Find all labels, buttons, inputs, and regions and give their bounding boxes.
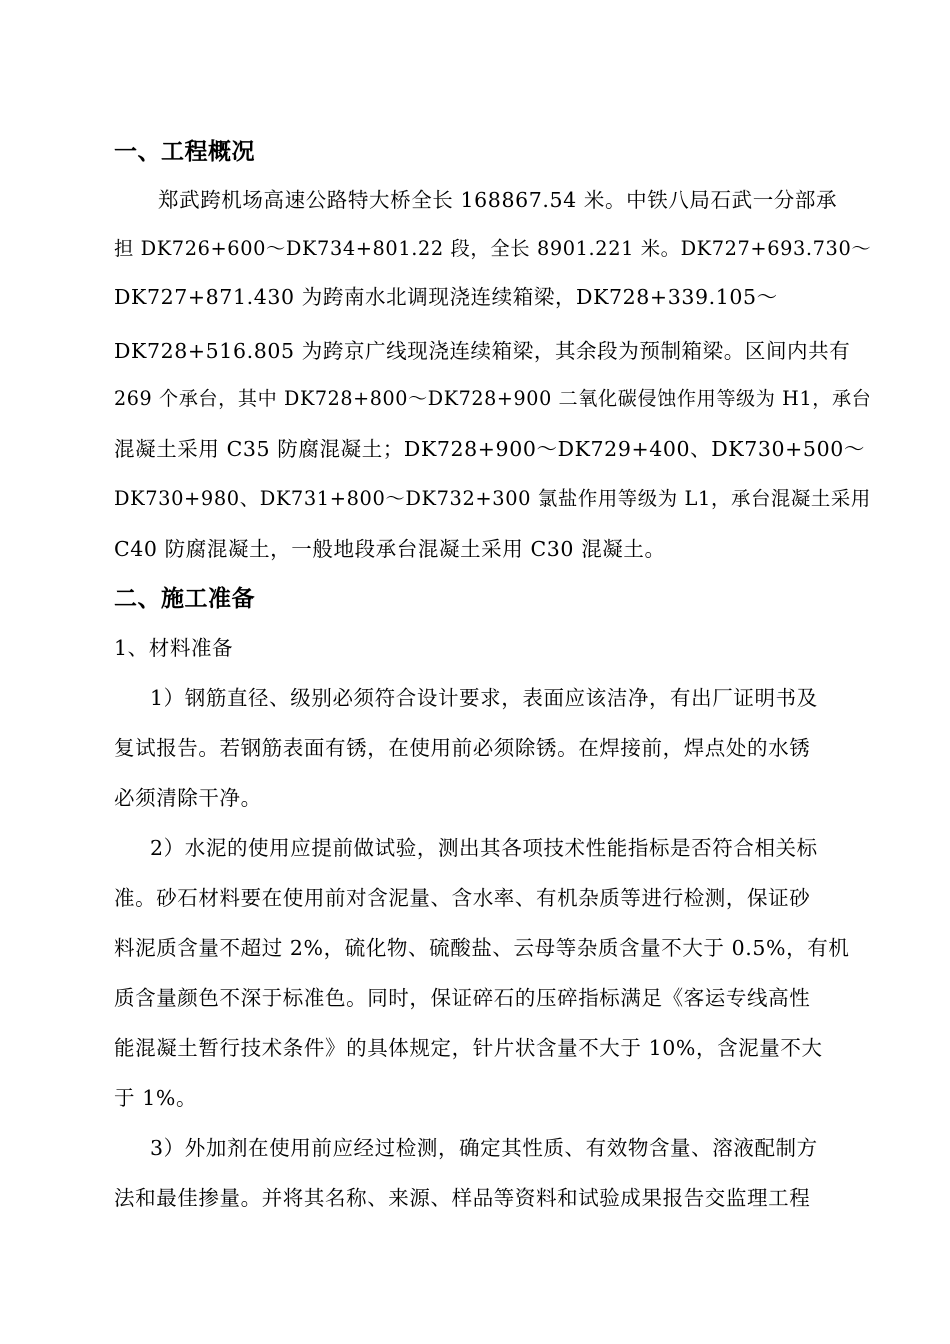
paragraph-line: 法和最佳掺量。并将其名称、来源、样品等资料和试验成果报告交监理工程 [114, 1186, 811, 1210]
paragraph-line: 2）水泥的使用应提前做试验，测出其各项技术性能指标是否符合相关标 [150, 836, 818, 860]
paragraph-line: 能混凝土暂行技术条件》的具体规定，针片状含量不大于 10%，含泥量不大 [114, 1036, 823, 1060]
section-heading-construction-preparation: 二、施工准备 [114, 586, 255, 612]
paragraph-line: 于 1%。 [114, 1086, 198, 1110]
subheading-material-preparation: 1、材料准备 [114, 636, 234, 660]
paragraph-line: C40 防腐混凝土，一般地段承台混凝土采用 C30 混凝土。 [114, 537, 666, 561]
paragraph-line: 料泥质含量不超过 2%，硫化物、硫酸盐、云母等杂质含量不大于 0.5%，有机 [114, 936, 850, 960]
paragraph-line: DK728+516.805 为跨京广线现浇连续箱梁，其余段为预制箱梁。区间内共有 [114, 339, 851, 363]
paragraph-line: 3）外加剂在使用前应经过检测，确定其性质、有效物含量、溶液配制方 [150, 1136, 818, 1160]
paragraph-line: 郑武跨机场高速公路特大桥全长 168867.54 米。中铁八局石武一分部承 [158, 188, 838, 212]
paragraph-line: 复试报告。若钢筋表面有锈，在使用前必须除锈。在焊接前，焊点处的水锈 [114, 736, 811, 760]
paragraph-line: 269 个承台，其中 DK728+800～DK728+900 二氧化碳侵蚀作用等级为 H1，承台 [114, 387, 872, 410]
paragraph-line: 混凝土采用 C35 防腐混凝土；DK728+900～DK729+400、DK730+500～ [114, 437, 865, 461]
paragraph-line: 必须清除干净。 [114, 786, 262, 810]
paragraph-line: DK730+980、DK731+800～DK732+300 氯盐作用等级为 L1，承台混凝土采用 [114, 487, 871, 510]
paragraph-line: 担 DK726+600～DK734+801.22 段，全长 8901.221 米。DK727+693.730～ [114, 237, 872, 260]
paragraph-line: DK727+871.430 为跨南水北调现浇连续箱梁，DK728+339.105～ [114, 285, 778, 309]
paragraph-line: 准。砂石材料要在使用前对含泥量、含水率、有机杂质等进行检测，保证砂 [114, 886, 811, 910]
section-heading-project-overview: 一、工程概况 [114, 139, 255, 165]
paragraph-line: 1）钢筋直径、级别必须符合设计要求，表面应该洁净，有出厂证明书及 [150, 686, 818, 710]
paragraph-line: 质含量颜色不深于标准色。同时，保证碎石的压碎指标满足《客运专线高性 [114, 986, 811, 1010]
